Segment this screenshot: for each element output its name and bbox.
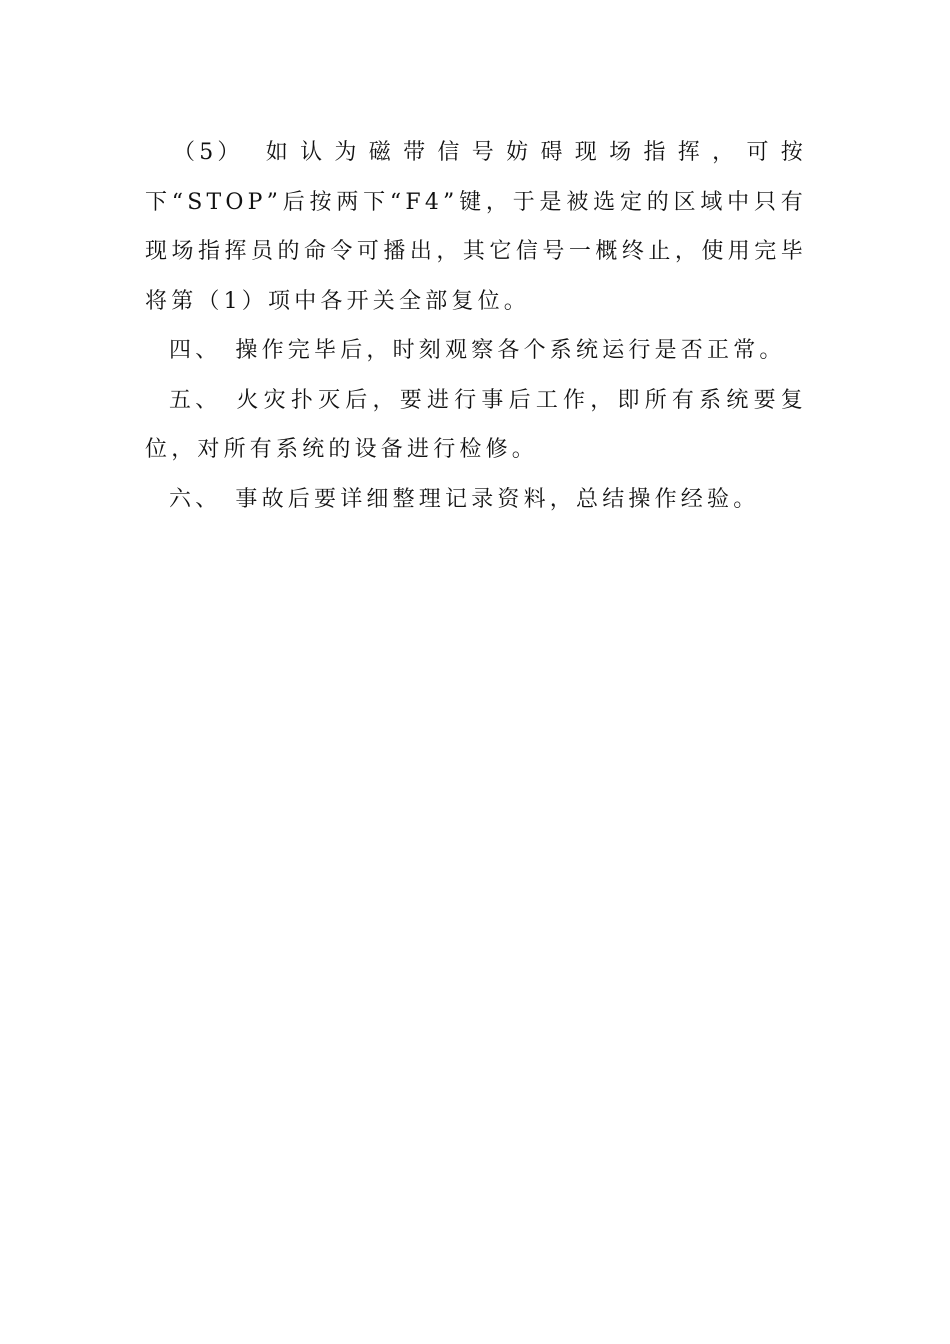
paragraph-marker: 六、 (169, 486, 222, 512)
paragraph-text: 火灾扑灭后，要进行事后工作，即所有系统要复位，对所有系统的设备进行检修。 (145, 387, 807, 462)
paragraph-marker: 四、 (169, 338, 222, 363)
paragraph-text: 如认为磁带信号妨碍现场指挥，可按下“STOP”后按两下“F4”键，于是被选定的区域中只有现场指挥员的命令可播出，其它信号一概终止，使用完毕将第（1）项中各开关全部复位。 (145, 140, 807, 314)
paragraph-text: 事故后要详细整理记录资料，总结操作经验。 (235, 486, 760, 512)
document-body (145, 128, 807, 524)
paragraph-section-five (145, 376, 807, 475)
paragraph-section-six (145, 475, 807, 525)
paragraph-item-5 (145, 128, 807, 326)
paragraph-section-four (145, 326, 807, 376)
paragraph-text: 操作完毕后，时刻观察各个系统运行是否正常。 (235, 338, 786, 363)
paragraph-marker: 五、 (169, 387, 222, 413)
paragraph-marker: （5） (173, 140, 244, 165)
